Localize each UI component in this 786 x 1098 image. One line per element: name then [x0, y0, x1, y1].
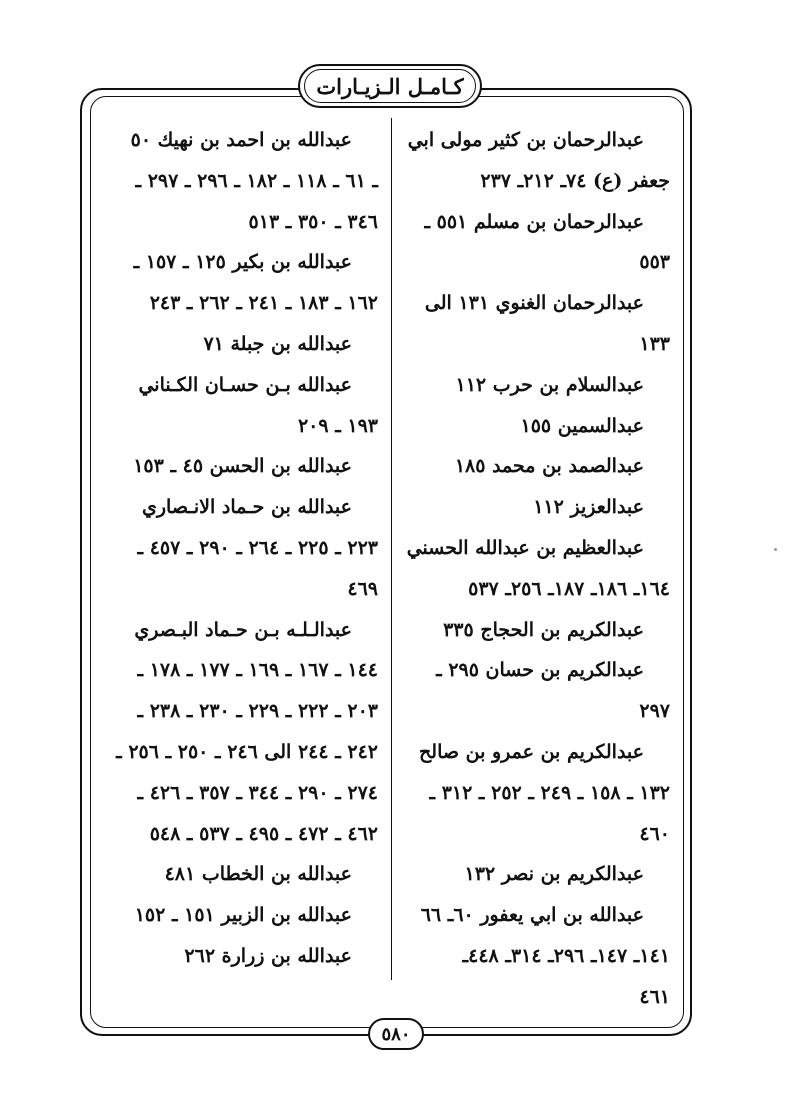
index-entry-line: عبدالرحمان بن مسلم ٥٥١ ـ [424, 210, 644, 233]
index-entry-line: عبدالكريم بن عمرو بن صالح [419, 740, 644, 763]
index-entry-line: عبدالصمد بن محمد ١٨٥ [454, 455, 644, 478]
index-entry-line: ٤٦٢ ـ ٤٧٢ ـ ٤٩٥ ـ ٥٣٧ ـ ٥٤٨ [149, 822, 378, 845]
page-title: كـامـل الـزيـارات [304, 69, 476, 103]
index-entry-line: عبدالعزيز ١١٢ [533, 496, 644, 519]
index-entry-line: ١٣٢ ـ ١٥٨ ـ ٢٤٩ ـ ٢٥٢ ـ ٣١٢ ـ [429, 781, 670, 804]
index-entry-line: ٣٤٦ ـ ٣٥٠ ـ ٥١٣ [248, 210, 378, 233]
index-entry-line: ٥٥٣ [639, 251, 670, 274]
index-entry-line: عبدالله بن حـماد الانـصاري [141, 496, 352, 519]
index-entry-line: عبدالكريم بن الحجاج ٣٣٥ [443, 618, 644, 641]
index-entry-line: ١٦٢ ـ ١٨٣ ـ ٢٤١ ـ ٢٦٢ ـ ٢٤٣ [149, 292, 378, 315]
index-entry-line: عبدالكريم بن حسان ٢٩٥ ـ [436, 659, 644, 682]
index-entry-line: عبدالعظيم بن عبدالله الحسني [406, 536, 644, 559]
index-entry-line: عبدالسمين ١٥٥ [520, 414, 644, 437]
page-number-badge [368, 1018, 424, 1050]
index-entry-line: ١٤١ـ ١٤٧ـ ٢٩٦ـ ٣١٤ـ ٤٤٨ـ [462, 944, 670, 967]
index-entry-line: عبدالله بن الخطاب ٤٨١ [164, 863, 352, 886]
index-entry-line: ـ ٦١ ـ ١١٨ ـ ١٨٢ ـ ٢٩٦ ـ ٢٩٧ ـ [135, 169, 378, 192]
index-entry-line: عبدالرحمان الغنوي ١٣١ الى [424, 292, 644, 315]
index-entry-line: جعفر (ع) ٧٤ـ ٢١٢ـ ٢٣٧ [480, 169, 670, 192]
index-entry-line: عبدالله بن احمد بن نهيك ٥٠ [130, 129, 352, 151]
index-entry-line: ١٤٤ ـ ١٦٧ ـ ١٦٩ ـ ١٧٧ ـ ١٧٨ ـ [137, 659, 378, 682]
index-entry-line: ٢٢٣ ـ ٢٢٥ ـ ٢٦٤ ـ ٢٩٠ ـ ٤٥٧ ـ [137, 536, 378, 559]
index-entry-line: ٢٤٢ ـ ٢٤٤ الى ٢٤٦ ـ ٢٥٠ ـ ٢٥٦ ـ [116, 740, 378, 763]
index-entry-line: عبدالله بن بكير ١٢٥ ـ ١٥٧ ـ [133, 251, 352, 274]
header-title-badge [298, 64, 482, 108]
index-entry-line: عبدالله بن ابي يعفور ٦٠ـ ٦٦ [420, 904, 644, 927]
index-entry-line: عبدالـلـه بـن حـماد البـصري [134, 618, 352, 641]
index-entry-line: عبدالسلام بن حرب ١١٢ [455, 373, 644, 396]
index-entry-line: ٢٠٣ ـ ٢٢٢ ـ ٢٢٩ ـ ٢٣٠ ـ ٢٣٨ ـ [137, 700, 378, 723]
index-entry-line: ١٦٤ـ ١٨٦ـ ١٨٧ـ ٢٥٦ـ ٥٣٧ [468, 577, 670, 600]
index-entry-line: عبدالله بـن حسـان الكـناني [138, 373, 352, 396]
index-entry-line: عبدالله بن الزبير ١٥١ ـ ١٥٢ [134, 904, 352, 927]
index-entry-line: ٤٦٠ [639, 822, 670, 845]
page-number: ٥٨٠ [381, 1023, 411, 1045]
index-entry-line: عبدالكريم بن نصر ١٣٢ [464, 863, 644, 886]
index-column-right [406, 120, 670, 1018]
index-entry-line: عبدالله بن زرارة ٢٦٢ [184, 944, 352, 967]
index-column-left [98, 120, 378, 977]
index-entry-line: عبدالرحمان بن كثير مولى ابي [407, 129, 644, 151]
index-entry-line: ٢٧٤ ـ ٢٩٠ ـ ٣٤٤ ـ ٣٥٧ ـ ٤٢٦ ـ [137, 781, 378, 804]
index-entry-line: ٢٩٧ [639, 700, 670, 723]
index-entry-line: ١٣٣ [639, 332, 670, 355]
index-entry-line: عبدالله بن جبلة ٧١ [203, 332, 352, 355]
scan-speck [774, 548, 777, 551]
index-entry-line: ٤٦٩ [347, 577, 378, 600]
column-divider [391, 118, 392, 980]
index-entry-line: ٤٦١ [639, 985, 670, 1008]
index-entry-line: عبدالله بن الحسن ٤٥ ـ ١٥٣ [133, 455, 352, 478]
index-entry-line: ١٩٣ ـ ٢٠٩ [297, 414, 378, 437]
